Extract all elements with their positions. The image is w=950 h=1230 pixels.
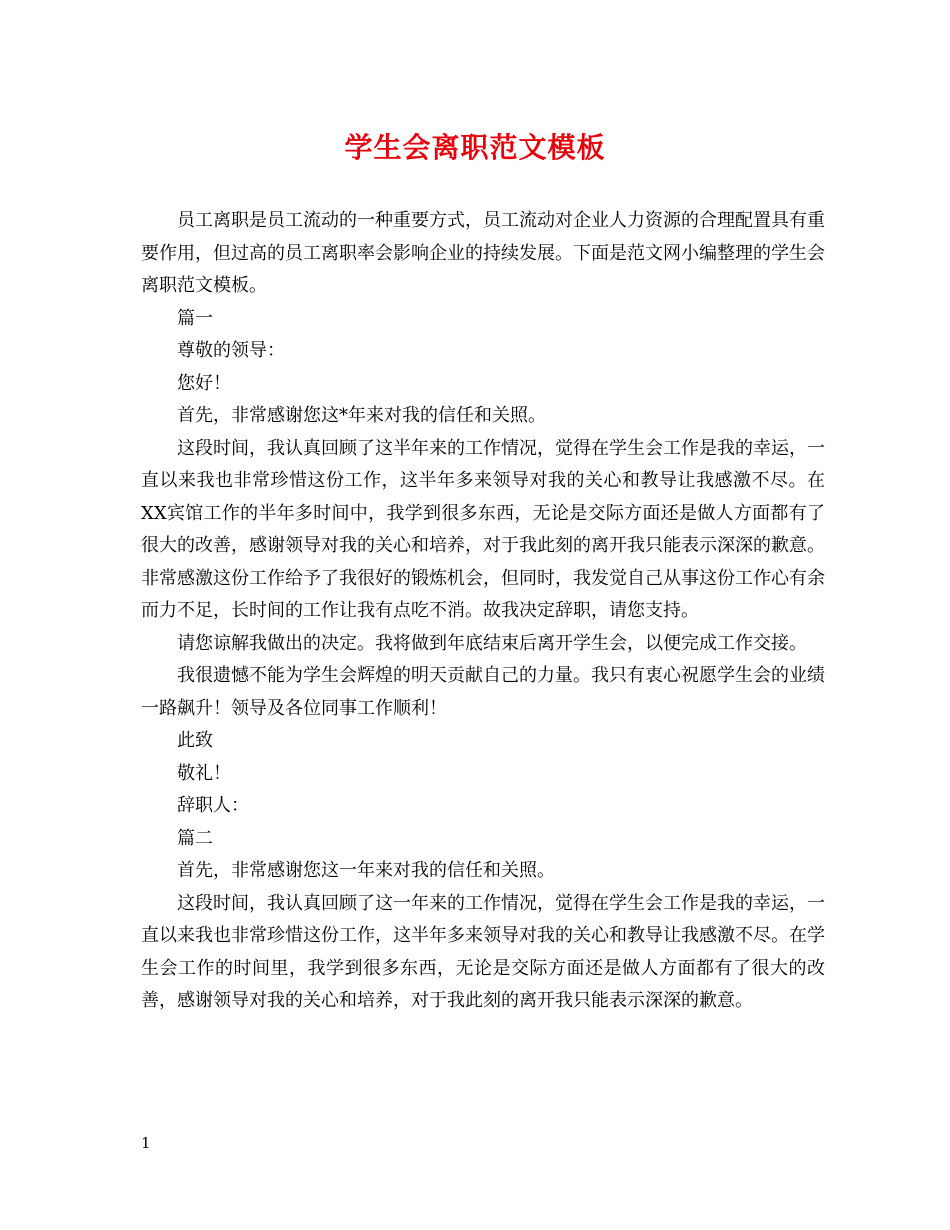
page-number: 1 <box>141 1134 151 1152</box>
closing-salutation: 此致 <box>177 730 213 751</box>
paragraph-understanding: 请您谅解我做出的决定。我将做到年底结束后离开学生会，以便完成工作交接。 <box>177 632 807 654</box>
section-heading-1: 篇一 <box>177 307 213 329</box>
paragraph-regret: 我很遗憾不能为学生会辉煌的明天贡献自己的力量。我只有衷心祝愿学生会的业绩一路飙升！领导及各位同事工作顺利！ <box>141 665 825 719</box>
paragraph-review-2: 这段时间，我认真回顾了这一年来的工作情况，觉得在学生会工作是我的幸运，一直以来我也非常珍惜这份工作，这半年多来领导对我的关心和教导让我感激不尽。在学生会工作的时间里，我学到很多东西，无论是交际方面还是做人方面都有了很大的改善，感谢领导对我的关心和培养，对于我此刻的离开我只能表示深深的歉意。 <box>141 892 825 1011</box>
document-title: 学生会离职范文模板 <box>344 131 606 164</box>
salutation: 尊敬的领导： <box>177 340 285 361</box>
paragraph-thanks-1: 首先，非常感谢您这*年来对我的信任和关照。 <box>177 405 546 426</box>
paragraph-intro: 员工离职是员工流动的一种重要方式，员工流动对企业人力资源的合理配置具有重要作用，但过高的员工离职率会影响企业的持续发展。下面是范文网小编整理的学生会离职范文模板。 <box>141 210 825 296</box>
section-heading-2: 篇二 <box>177 827 213 849</box>
paragraph-review-1: 这段时间，我认真回顾了这半年来的工作情况，觉得在学生会工作是我的幸运，一直以来我也非常珍惜这份工作，这半年多来领导对我的关心和教导让我感激不尽。在XX宾馆工作的半年多时间中，我学到很多东西，无论是交际方面还是做人方面都有了很大的改善，感谢领导对我的关心和培养，对于我此刻的离开我只能表示深深的歉意。非常感激这份工作给予了我很好的锻炼机会，但同时，我发觉自己从事这份工作心有余而力不足，长时间的工作让我有点吃不消。故我决定辞职，请您支持。 <box>141 437 825 621</box>
paragraph-thanks-2: 首先，非常感谢您这一年来对我的信任和关照。 <box>177 860 555 881</box>
closing-regards: 敬礼！ <box>177 762 231 784</box>
greeting: 您好！ <box>177 372 231 394</box>
document-body <box>141 205 825 1018</box>
signature-label: 辞职人： <box>177 795 249 816</box>
